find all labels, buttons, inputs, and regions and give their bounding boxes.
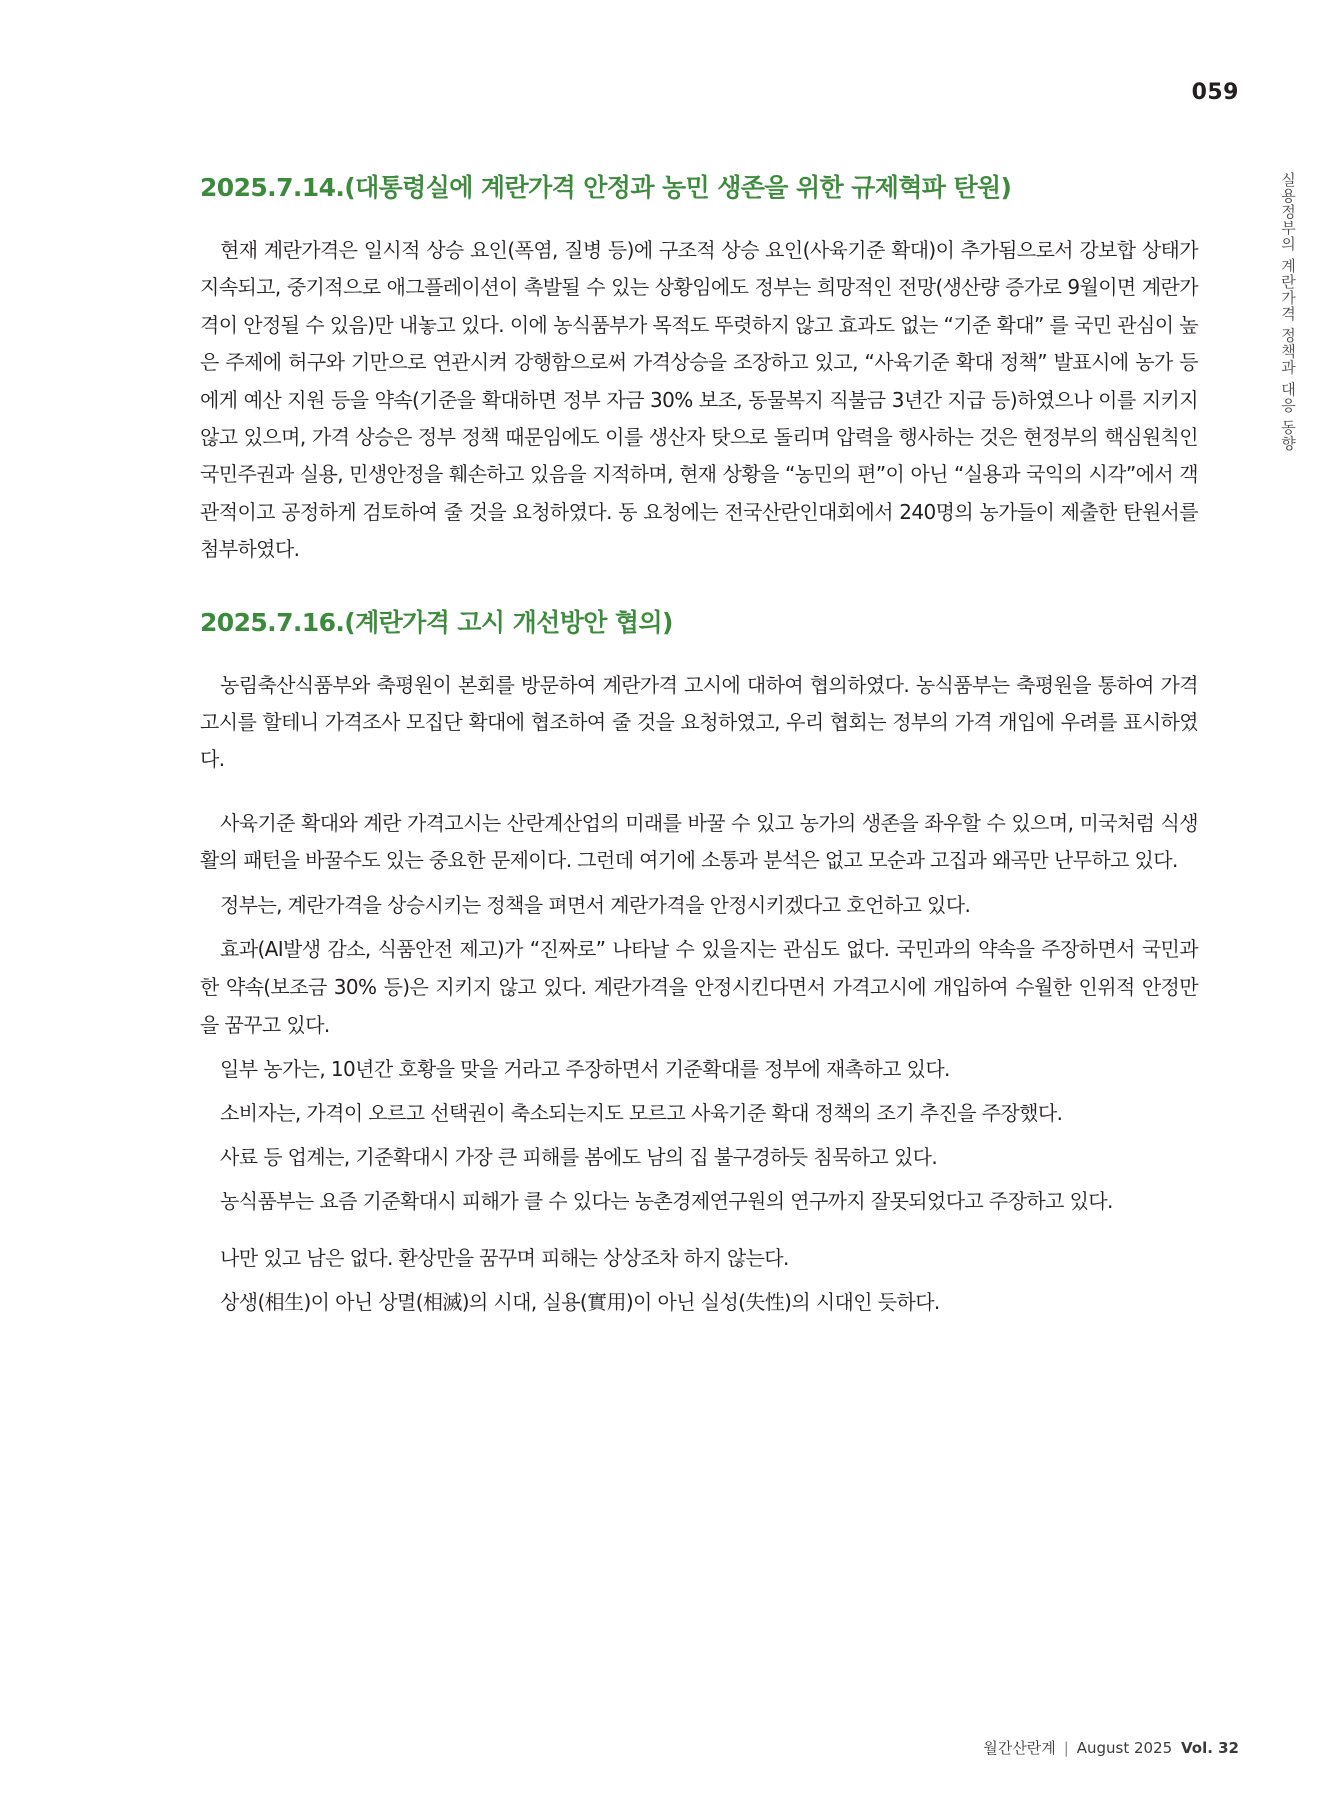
paragraph: 농림축산식품부와 축평원이 본회를 방문하여 계란가격 고시에 대하여 협의하였다. 농식품부는 축평원을 통하여 가격고시를 할테니 가격조사 모집단 확대에 협조하여 줄 것을 요청하였고, 우리 협회는 정부의 가격 개입에 우려를 표시하였다. xyxy=(200,672,1198,772)
section-heading: 2025.7.14.(대통령실에 계란가격 안정과 농민 생존을 위한 규제혁파 탄원) xyxy=(200,173,1012,202)
paragraph: 농식품부는 요즘 기준확대시 피해가 클 수 있다는 농촌경제연구원의 연구까지 잘못되었다고 주장하고 있다. xyxy=(220,1188,1113,1213)
volume-number: Vol. 32 xyxy=(1180,1739,1239,1757)
paragraph: 사료 등 업계는, 기준확대시 가장 큰 피해를 봄에도 남의 집 불구경하듯 침묵하고 있다. xyxy=(220,1144,938,1169)
paragraph: 나만 있고 남은 없다. 환상만을 꿈꾸며 피해는 상상조차 하지 않는다. xyxy=(220,1245,789,1270)
section-side-title: 실용정부의 계란가격 정책과 대응 동향 xyxy=(1279,172,1297,452)
paragraph: 효과(AI발생 감소, 식품안전 제고)가 “진짜로” 나타날 수 있을지는 관심도 없다. 국민과의 약속을 주장하면서 국민과 한 약속(보조금 30% 등)은 지키지 않고 있다. 계란가격을 안정시킨다면서 가격고시에 개입하여 수월한 인위적 안정만을 꿈꾸고 있다. xyxy=(200,936,1198,1037)
magazine-name: 월간산란계 xyxy=(983,1739,1056,1757)
page-number: 059 xyxy=(1191,80,1239,105)
page-footer xyxy=(983,1737,1239,1758)
issue-date: August 2025 xyxy=(1076,1739,1173,1757)
paragraph: 현재 계란가격은 일시적 상승 요인(폭염, 질병 등)에 구조적 상승 요인(사육기준 확대)이 추가됨으로서 강보합 상태가 지속되고, 중기적으로 애그플레이션이 촉발될 수 있는 상황임에도 정부는 희망적인 전망(생산량 증가로 9월이면 계란가격이 안정될 수 있음)만 내놓고 있다. 이에 농식품부가 목적도 뚜렷하지 않고 효과도 없는 “기준 확대” 를 국민 관심이 높은 주제에 허구와 기만으로 연관시켜 강행함으로써 가격상승을 조장하고 있고, “사육기준 확대 정책” 발표시에 농가 등에게 예산 지원 등을 약속(기준을 확대하면 정부 자금 30% 보조, 동물복지 직불금 3년간 지급 등)하였으나 이를 지키지 않고 있으며, 가격 상승은 정부 정책 때문임에도 이를 생산자 탓으로 돌리며 압력을 행사하는 것은 현정부의 핵심원칙인 국민주권과 실용, 민생안정을 훼손하고 있음을 지적하며, 현재 상황을 “농민의 편”이 아닌 “실용과 국익의 시각”에서 객관적이고 공정하게 검토하여 줄 것을 요청하였다. 동 요청에는 전국산란인대회에서 240명의 농가들이 제출한 탄원서를 첨부하였다. xyxy=(200,238,1198,562)
paragraph: 소비자는, 가격이 오르고 선택권이 축소되는지도 모르고 사육기준 확대 정책의 조기 추진을 주장했다. xyxy=(220,1100,1063,1125)
section-2025-7-14 xyxy=(200,168,1198,569)
article-body xyxy=(200,168,1198,1355)
section-2025-7-16 xyxy=(200,603,1198,1321)
paragraph: 상생(相生)이 아닌 상멸(相滅)의 시대, 실용(實用)이 아닌 실성(失性)의 시대인 듯하다. xyxy=(220,1290,940,1315)
paragraph: 일부 농가는, 10년간 호황을 맞을 거라고 주장하면서 기준확대를 정부에 재촉하고 있다. xyxy=(220,1056,950,1081)
paragraph: 정부는, 계란가격을 상승시키는 정책을 펴면서 계란가격을 안정시키겠다고 호언하고 있다. xyxy=(220,892,971,917)
section-heading: 2025.7.16.(계란가격 고시 개선방안 협의) xyxy=(200,607,673,637)
footer-separator: | xyxy=(1063,1739,1069,1757)
paragraph: 사육기준 확대와 계란 가격고시는 산란계산업의 미래를 바꿀 수 있고 농가의 생존을 좌우할 수 있으며, 미국처럼 식생활의 패턴을 바꿀수도 있는 중요한 문제이다. 그런데 여기에 소통과 분석은 없고 모순과 고집과 왜곡만 난무하고 있다. xyxy=(200,810,1198,873)
